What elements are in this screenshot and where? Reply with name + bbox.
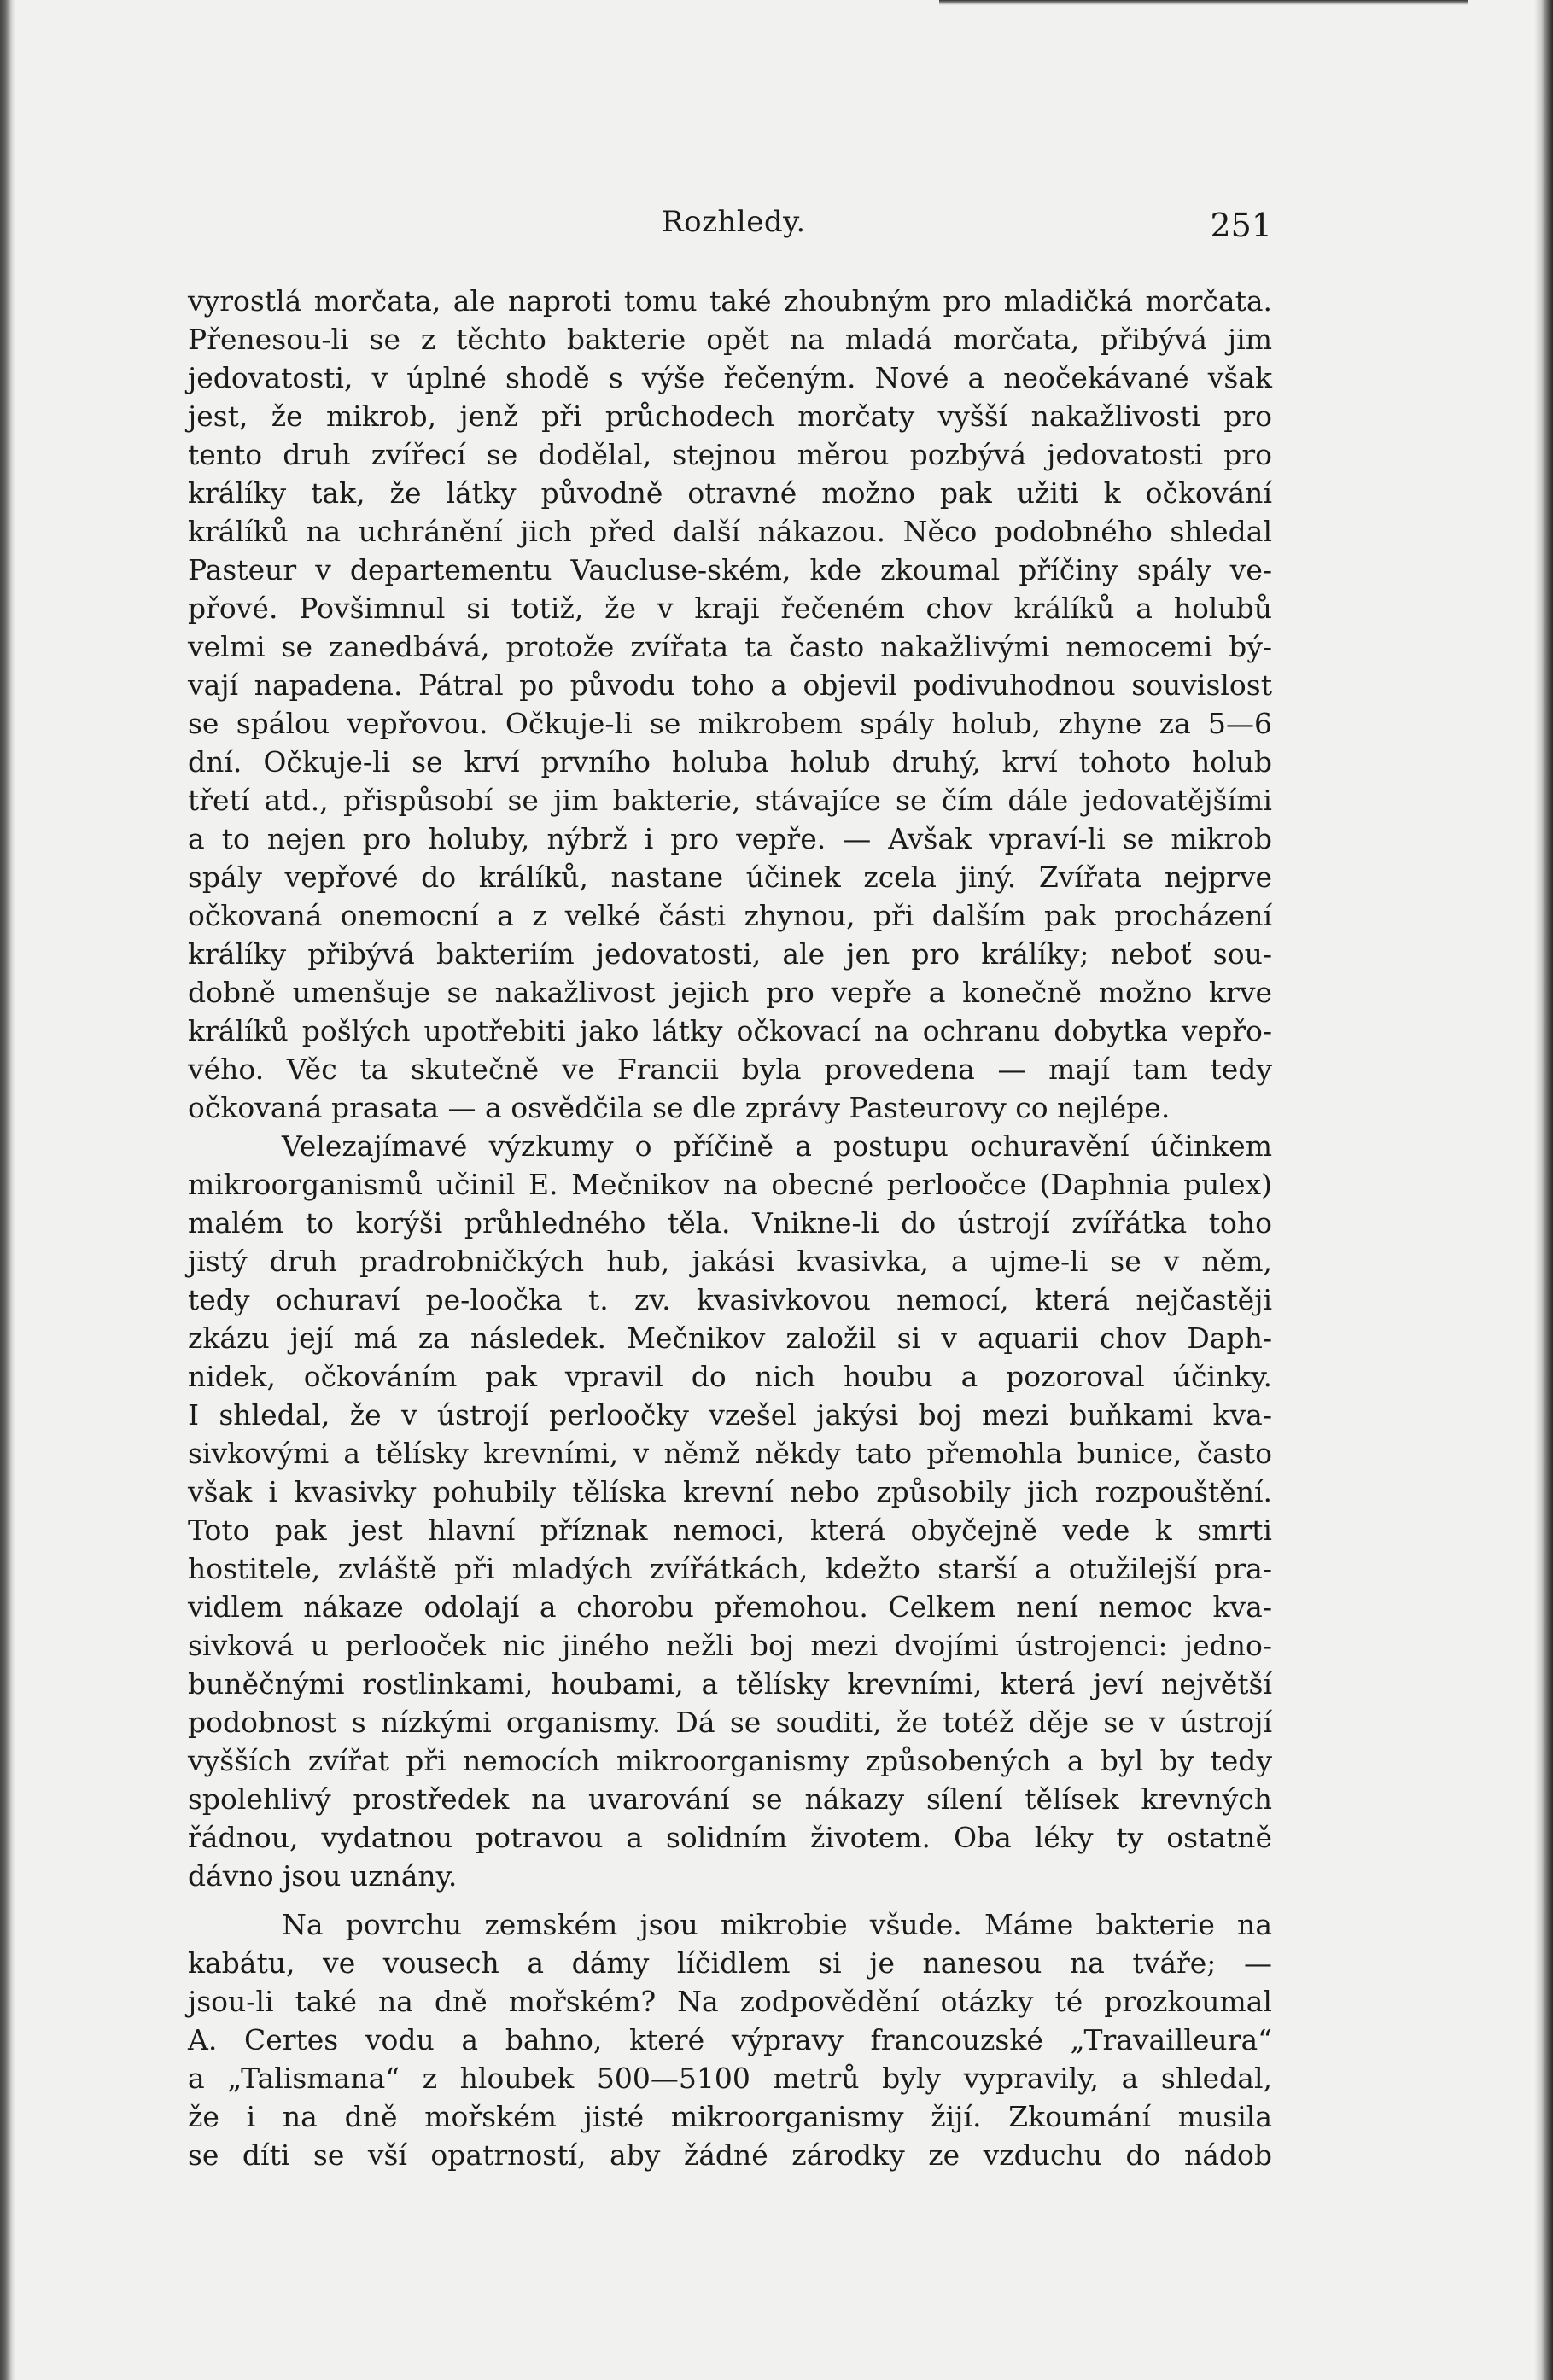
- text-line: králíky tak, že látky původně otravné možno pak užiti k očkování: [188, 476, 1272, 510]
- text-line: Na povrchu zemském jsou mikrobie všude. Máme bakterie na: [282, 1908, 1272, 1941]
- text-line: vají napadena. Pátral po původu toho a objevil podivuhodnou souvislost: [188, 668, 1272, 702]
- paragraph-1: [188, 282, 1272, 1127]
- text-line: očkovaná onemocní a z velké části zhynou, při dalším pak procházení: [188, 899, 1272, 932]
- text-line: Přenesou-li se z těchto bakterie opět na mladá morčata, přibývá jim: [188, 323, 1272, 356]
- text-line: očkovaná prasata — a osvědčila se dle zprávy Pasteurovy co nejlépe.: [188, 1091, 1171, 1124]
- text-line: A. Certes vodu a bahno, které výpravy francouzské „Travailleura“: [188, 2023, 1272, 2056]
- text-line: spolehlivý prostředek na uvarování se nákazy sílení tělísek krevných: [188, 1782, 1272, 1816]
- paragraph-3: [188, 1905, 1272, 2174]
- page-edge-left: [0, 0, 15, 2380]
- text-line: kabátu, ve vousech a dámy líčidlem si je nanesou na tváře; —: [188, 1946, 1272, 1980]
- page-edge-right: [1534, 0, 1553, 2380]
- text-line: králíky přibývá bakteriím jedovatosti, ale jen pro králíky; neboť sou-: [188, 937, 1272, 971]
- text-line: se spálou vepřovou. Očkuje-li se mikrobem spály holub, zhyne za 5—6: [188, 707, 1272, 740]
- text-line: vého. Věc ta skutečně ve Francii byla provedena — mají tam tedy: [188, 1053, 1272, 1086]
- page-header: [188, 201, 1272, 253]
- text-line: přové. Povšimnul si totiž, že v kraji řečeném chov králíků a holubů: [188, 592, 1272, 625]
- text-line: buněčnými rostlinkami, houbami, a tělísky krevními, která jeví největší: [188, 1667, 1272, 1700]
- text-line: zkázu její má za následek. Mečnikov založil si v aquarii chov Daph-: [188, 1321, 1272, 1355]
- text-line: se díti se vší opatrností, aby žádné zárodky ze vzduchu do nádob: [188, 2138, 1272, 2172]
- text-line: malém to korýši průhledného těla. Vnikne-li do ústrojí zvířátka toho: [188, 1206, 1272, 1240]
- text-line: řádnou, vydatnou potravou a solidním životem. Oba léky ty ostatně: [188, 1821, 1272, 1854]
- text-line: a „Talismana“ z hloubek 500—5100 metrů byly vypravily, a shledal,: [188, 2062, 1272, 2095]
- text-line: vyrostlá morčata, ale naproti tomu také zhoubným pro mladičká morčata.: [188, 284, 1272, 318]
- text-line: tento druh zvířecí se dodělal, stejnou měrou pozbývá jedovatosti pro: [188, 438, 1272, 471]
- page-edge-top: [939, 0, 1468, 5]
- paragraph-2: [188, 1127, 1272, 1895]
- text-line: dní. Očkuje-li se krví prvního holuba holub druhý, krví tohoto holub: [188, 745, 1272, 779]
- text-line: králíků pošlých upotřebiti jako látky očkovací na ochranu dobytka vepřo-: [188, 1014, 1272, 1047]
- text-line: třetí atd., přispůsobí se jim bakterie, stávajíce se čím dále jedovatějšími: [188, 784, 1272, 817]
- text-line: tedy ochuraví pe-loočka t. zv. kvasivkovou nemocí, která nejčastěji: [188, 1283, 1272, 1316]
- text-line: nidek, očkováním pak vpravil do nich houbu a pozoroval účinky.: [188, 1360, 1272, 1393]
- text-line: jsou-li také na dně mořském? Na zodpovědění otázky té prozkoumal: [188, 1985, 1272, 2018]
- text-line: sivkovými a tělísky krevními, v němž někdy tato přemohla bunice, často: [188, 1437, 1272, 1470]
- text-line: spály vepřové do králíků, nastane účinek zcela jiný. Zvířata nejprve: [188, 860, 1272, 894]
- text-line: jistý druh pradrobničkých hub, jakási kvasivka, a ujme-li se v něm,: [188, 1245, 1272, 1278]
- text-line: vidlem nákaze odolají a chorobu přemohou. Celkem není nemoc kva-: [188, 1590, 1272, 1624]
- text-line: Toto pak jest hlavní příznak nemoci, která obyčejně vede k smrti: [188, 1514, 1272, 1547]
- text-line: Velezajímavé výzkumy o příčině a postupu ochuravění účinkem: [282, 1129, 1272, 1163]
- text-line: Pasteur v departementu Vaucluse-ském, kde zkoumal příčiny spály ve-: [188, 553, 1272, 586]
- text-line: a to nejen pro holuby, nýbrž i pro vepře. — Avšak vpraví-li se mikrob: [188, 822, 1272, 855]
- text-line: velmi se zanedbává, protože zvířata ta často nakažlivými nemocemi bý-: [188, 630, 1272, 663]
- text-line: sivková u perlooček nic jiného nežli boj mezi dvojími ústrojenci: jedno-: [188, 1629, 1272, 1662]
- body-text: [188, 282, 1272, 2172]
- text-line: dobně umenšuje se nakažlivost jejich pro vepře a konečně možno krve: [188, 976, 1272, 1009]
- page-number: 251: [1210, 207, 1272, 244]
- text-line: jest, že mikrob, jenž při průchodech morčaty vyšší nakažlivosti pro: [188, 400, 1272, 433]
- text-line: však i kvasivky pohubily tělíska krevní nebo způsobily jich rozpouštění.: [188, 1475, 1272, 1508]
- text-line: králíků na uchránění jich před další nákazou. Něco podobného shledal: [188, 515, 1272, 548]
- text-line: I shledal, že v ústrojí perloočky vzešel jakýsi boj mezi buňkami kva-: [188, 1398, 1272, 1432]
- text-line: že i na dně mořském jisté mikroorganismy žijí. Zkoumání musila: [188, 2100, 1272, 2133]
- text-line: podobnost s nízkými organismy. Dá se souditi, že totéž děje se v ústrojí: [188, 1706, 1272, 1739]
- text-line: vyšších zvířat při nemocích mikroorganismy způsobených a byl by tedy: [188, 1744, 1272, 1777]
- text-line: dávno jsou uznány.: [188, 1859, 458, 1893]
- text-line: mikroorganismů učinil E. Mečnikov na obecné perloočce (Daphnia pulex): [188, 1168, 1272, 1201]
- running-title: Rozhledy.: [662, 205, 806, 239]
- text-line: hostitele, zvláště při mladých zvířátkách, kdežto starší a otužilejší pra-: [188, 1552, 1272, 1585]
- text-line: jedovatosti, v úplné shodě s výše řečeným. Nové a neočekávané však: [188, 361, 1272, 394]
